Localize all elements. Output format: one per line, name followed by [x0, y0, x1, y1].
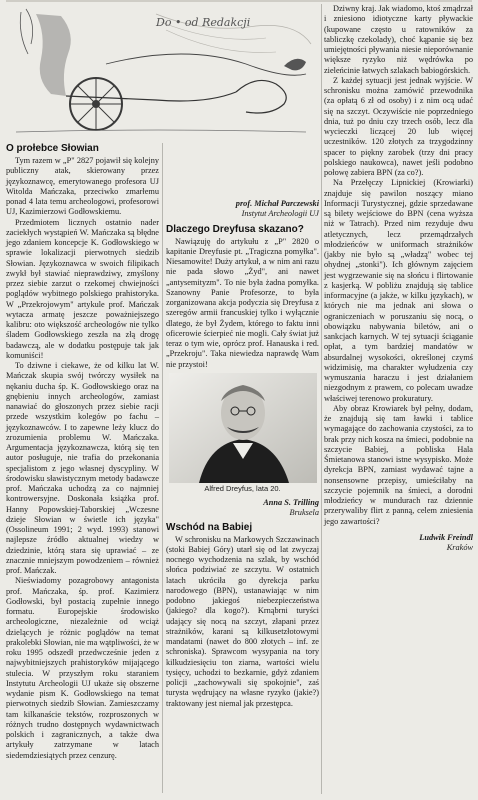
- paragraph: Tym razem w „P" 2827 pojawił się kolejny publiczny atak, skierowany przez językoznawcę, emerytowanego profesora UJ Witolda Mańczaka, przeciwko zmarłemu ponad 4 lata temu archeologowi, profesorowi UJ, Kazimierzowi Godłowskiemu.: [6, 156, 159, 217]
- dreyfus-photo: [169, 373, 317, 483]
- paragraph: Z każdej sytuacji jest jednak wyjście. W schronisku można zamówić przewodnika (za opłatą 6 zł od osoby) i z nim ocą udać się na szczyt. Oczywiście nie poprzedniego dnia, tuż po dniu czy trzech osób, lecz dla wycieczki liczącej 20 lub więcej uczestników. 120 złotych za trzygodzinny spacer to piękny zarobek (trzy dni pracy polskiego naukowca), nawet jeśli podobno połowę zabiera BPN (za co?).: [324, 75, 473, 177]
- column-1: [6, 143, 159, 761]
- article-signature: Anna S. Trilling: [263, 498, 319, 507]
- article-signature: Ludwik Freindl: [419, 532, 473, 542]
- paragraph: Aby obraz Krowiarek był pełny, dodam, że znajdują się tam ławki i tablice wymagające do zachowania czystości, za to brak przy nich kosza na śmieci, podobnie na szczycie Babiej, a pobliska Hala Śmietanowa stanowi istne wysypisko. Może dyrekcja BPN, zamiast wydawać tajne a nonsensowne przepisy, umieściłaby na szczycie pojemnik na śmieci, a dorodni młodzieńcy w mundurach raz dziennie przerywaliby flirt z panną, celem zniesienia jego zawartości?: [324, 403, 473, 526]
- text-spacer: [166, 143, 319, 197]
- paragraph: To dziwne i ciekawe, że od kilku lat W. Mańczak skupia swój twórczy wysiłek na nękaniu ducha śp. K. Godłowskiego oraz na gnębieniu innych archeologów, zamiast nanawiać do głoszonych przez siebie racji przede wszystkim kolegów po fachu – językoznawców. I to zapewne leży klucz do zrozumienia problemu W. Mańczaka. Argumentacja językoznawcza, którą się ten autor posługuje, nie trafia do przekonania specjalistom z jego własnej dyscypliny. W środowisku sławistycznym metody badawcze prof. Mańczaka uchodzą za co najmniej kontrowersyjne. Doskonała książka prof. Hanny Popowskiej-Taborskiej „Wczesne dzieje Słowian w świetle ich języka" (Ossolineum 1991; 2 wyd. 1993) stanowi najlepsze źródło aktualnej wiedzy w dziedzinie, którą stara się uprawiać – ze znacznie mniejszym powodzeniem – również prof. Mańczak.: [6, 361, 159, 575]
- paragraph: Na Przełęczy Lipnickiej (Krowiarki) znajduje się pawilon noszący miano Informacji Turystycznej, gdzie sprzedawane są bilety wejściowe do BPN (cena wyższa niż w Tatrach). Przed nim rezyduje dwu atletycznych, lecz przemądrzałych młodzieńców w uniformach strażników (jakby nie było są „władzą" wobec tej ohydnej „stonki"). Ich głównym zajęciem jest wygrzewanie się na słońcu i flirtowanie z kasjerką. W pobliżu znajdują się tablice informacyjne (a jakże, w kilku językach), w których nie ma jednak ani słowa o ograniczeniach w poruszaniu się nocą, o obowiązku nabywania biletów, ani o sankcjach karnych. W tej sytuacji ściąganie opłat, a tym bardziej mandatów w absurdalnej wysokości, określonej czymś widzimisię, ma charakter wyłudzenia czy wymuszania haraczu i jest działaniem niezgodnym z prawem, co polecam uwadze właściwej terenowo prokuratury.: [324, 178, 473, 403]
- photo-caption: Alfred Dreyfus, lata 20.: [204, 483, 281, 493]
- paragraph: Nieświadomy pozagrobowy antagonista prof. Mańczaka, śp. prof. Kazimierz Godłowski, był postacią zupełnie innego formatu. Europejskie środowisko archeologiczne, niezależnie od wciąż dzielących je różnic poglądów na temat prakolebki Słowian, nie ma wątpliwości, że w roku 1995 odszedł przedwcześnie jeden z najwybitniejszych prahistoryków mijającego stulecia. W przyszłym roku staraniem Instytutu Archeologii UJ ukaże się obszerne wydanie pism K. Godłowskiego na temat pierwotnych siedzib Słowian. Zamieszczamy tam kilkanaście tekstów, rozproszonych w różnych trudno dostępnych wydawnictwach polskich i zagranicznych, a także dwa artykuły zatrzymane w latach siedemdziesiątych przez cenzurę.: [6, 576, 159, 760]
- article-title: Wschód na Babiej: [166, 521, 253, 533]
- article-affiliation: Instytut Archeologii UJ: [241, 209, 319, 219]
- column-rule: [162, 143, 163, 793]
- article-affiliation: Kraków: [446, 543, 473, 552]
- article-signature: prof. Michał Parczewski: [235, 199, 319, 208]
- paragraph: Przedmiotem licznych ostatnio nader zaciekłych wystąpień W. Mańczaka są błędne jego zdaniem koncepcje K. Godłowskiego w sprawie lokalizacji pierwotnych siedzib Słowian. Językoznawca w swoich filipikach zwykł był stawiać nieprawdziwy, zmyślony przez siebie zarzut o rzekomej chwiejności poglądów wybitnego polskiego prahistoryka. W „Przekrojowym" artykule prof. Mańczak wytacza armatę jeszcze poważniejszego kalibru: oto większość archeologów nie tylko śladem Godłowskiego zeszła na złą drogę badawczą, ale w dodatku postępuje tak jak komuniści!: [6, 217, 159, 360]
- paragraph: Nawiązuję do artykułu z „P" 2820 o kapitanie Dreyfusie pt. „Tragiczna pomyłka". Niesamowite! Duży artykuł, a w nim ani razu nie pada słowo „Żyd", ani nawet „antysemityzm". To nie była żadna pomyłka. Szanowny Panie Profesorze, to była zorganizowana akcja podyczia się Dreyfusa z szeregów armii francuskiej tylko i wyłącznie dlatego, że był Żydem, którego to faktu inni oficerowie ścierpieć nie mogli. Cały świat już teraz o tym wie, oprócz prof. Hanauska i red. „Przekroju". Taka niewiedza naprawdę Wam nie przystoi!: [166, 236, 319, 369]
- top-border: [6, 0, 472, 2]
- section-title: Do • od Redakcji: [156, 16, 251, 29]
- column-3: [324, 4, 473, 556]
- article-title: Dlaczego Dreyfusa skazano?: [166, 223, 304, 235]
- article-affiliation: Bruksela: [289, 508, 319, 518]
- header-illustration: [6, 4, 318, 138]
- article-title: O prołebce Słowian: [6, 143, 99, 154]
- column-rule: [321, 4, 322, 794]
- paragraph: Dziwny kraj. Jak wiadomo, ktoś zmądrzał i zniesiono idiotyczne karty pływackie (kupowane często u ratowników za tabliczkę czekolady), choć kąpanie się bez umiejętności pływania niesie nieporównanie większe ryzyko niż wędrówka po zieleńcinie łatwych szlakach babiogórskich.: [324, 4, 473, 75]
- paragraph: W schronisku na Markowych Szczawinach (stoki Babiej Góry) utarł się od lat zwyczaj nocnego wychodzenia na szlak, by wschód słońca podziwiać ze szczytu. W ostatnich latach ukróciła go dyrekcja parku narodowego (BPN), ustanawiając w nim podobno jakiegoś niebezpieczeństwa (jakiego? dla kogo?). Krnąbrni turyści udający się nocą na szczyt, złapani przez strażników, karani są kilkusetzłotowymi mandatami (nawet do 800 złotych – inf. ze schroniska). Sprawcom wysypania na tory kilkudziesięciu ton ziarna, wartości wielu tysięcy, uchodzi to bezkarnie, gdyż zdaniem policji „zachowywali się spokojnie", zaś turysta wędrujący na własne ryzyko (jakie?) traktowany jest niemal jak przestępca.: [166, 534, 319, 708]
- column-2: [166, 143, 319, 709]
